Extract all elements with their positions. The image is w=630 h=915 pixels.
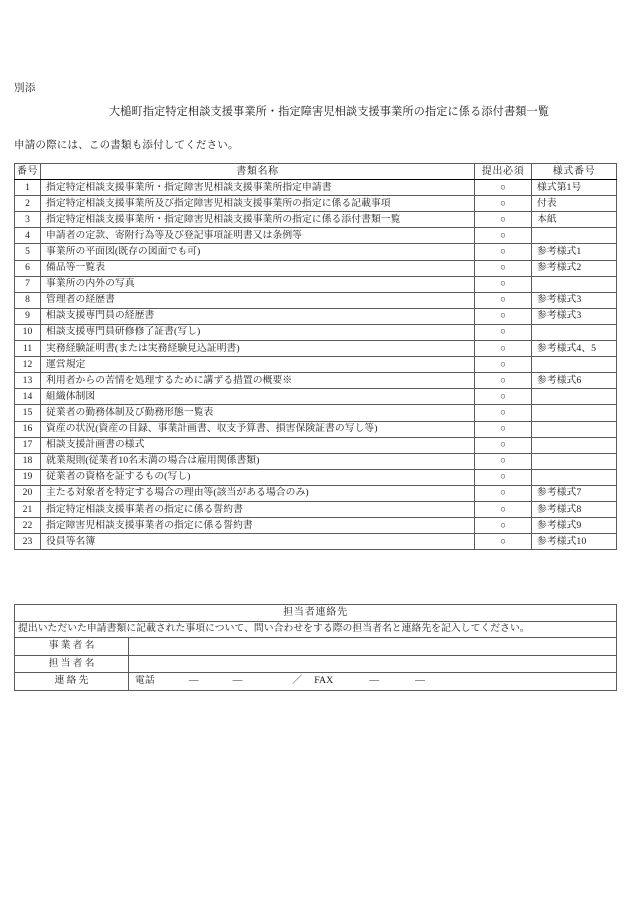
cell-no: 10: [15, 324, 41, 340]
separator-slash: ／: [292, 675, 303, 687]
table-row: [15, 308, 617, 324]
cell-required-mark: ○: [475, 212, 532, 228]
table-row: [15, 453, 617, 469]
documents-table: [14, 163, 617, 550]
contact-field-label: 事業者名: [15, 638, 129, 656]
cell-document-name: 従業者の勤務体制及び勤務形態一覧表: [41, 405, 475, 421]
table-row: [15, 357, 617, 373]
documents-table-body: [15, 180, 617, 550]
cell-document-name: 実務経験証明書(または実務経験見込証明書): [41, 341, 475, 357]
cell-document-name: 利用者からの苦情を処理するために講ずる措置の概要※: [41, 373, 475, 389]
table-row: [15, 501, 617, 517]
table-row: [15, 180, 617, 196]
table-row: [15, 518, 617, 534]
cell-no: 15: [15, 405, 41, 421]
contact-table-body: [15, 605, 617, 691]
table-row: [15, 421, 617, 437]
cell-required-mark: ○: [475, 276, 532, 292]
contact-field-label: 連絡先: [15, 673, 129, 691]
table-row: [15, 437, 617, 453]
cell-required-mark: ○: [475, 341, 532, 357]
contact-row: [15, 638, 617, 656]
contact-field-label: 担当者名: [15, 655, 129, 673]
cell-form-number: 参考様式9: [532, 518, 617, 534]
cell-form-number: 参考様式4、5: [532, 341, 617, 357]
column-header-form-no: 様式番号: [532, 164, 617, 180]
cell-form-number: 参考様式7: [532, 485, 617, 501]
table-row: [15, 276, 617, 292]
cell-no: 4: [15, 228, 41, 244]
cell-required-mark: ○: [475, 180, 532, 196]
column-header-required: 提出必須: [475, 164, 532, 180]
cell-no: 1: [15, 180, 41, 196]
contact-note: 提出いただいた申請書類に記載された事項について、問い合わせをする際の担当者名と連絡先を記入してください。: [15, 621, 617, 638]
table-row: [15, 244, 617, 260]
cell-document-name: 従業者の資格を証するもの(写し): [41, 469, 475, 485]
cell-no: 22: [15, 518, 41, 534]
cell-required-mark: ○: [475, 196, 532, 212]
cell-no: 21: [15, 501, 41, 517]
cell-document-name: 事業所の内外の写真: [41, 276, 475, 292]
cell-document-name: 事業所の平面図(既存の図面でも可): [41, 244, 475, 260]
cell-required-mark: ○: [475, 389, 532, 405]
table-row: [15, 341, 617, 357]
cell-required-mark: ○: [475, 292, 532, 308]
cell-required-mark: ○: [475, 244, 532, 260]
cell-no: 2: [15, 196, 41, 212]
cell-required-mark: ○: [475, 324, 532, 340]
cell-form-number: 付表: [532, 196, 617, 212]
contact-field-input[interactable]: [129, 638, 617, 656]
table-row: [15, 469, 617, 485]
documents-table-wrapper: [14, 163, 616, 550]
cell-no: 13: [15, 373, 41, 389]
cell-required-mark: ○: [475, 437, 532, 453]
cell-document-name: 相談支援専門員研修修了証書(写し): [41, 324, 475, 340]
cell-document-name: 指定特定相談支援事業所・指定障害児相談支援事業所の指定に係る添付書類一覧: [41, 212, 475, 228]
cell-required-mark: ○: [475, 260, 532, 276]
fax-dash-2: —: [415, 675, 426, 687]
cell-required-mark: ○: [475, 469, 532, 485]
cell-document-name: 指定特定相談支援事業所・指定障害児相談支援事業所指定申請書: [41, 180, 475, 196]
table-row: [15, 389, 617, 405]
tel-label: 電話: [135, 675, 155, 687]
instruction-text: 申請の際には、この書類も添付してください。: [14, 140, 239, 151]
cell-no: 16: [15, 421, 41, 437]
fax-label: FAX: [314, 675, 334, 687]
phone-dash-2: —: [232, 675, 243, 687]
cell-document-name: 資産の状況(資産の目録、事業計画書、収支予算書、損害保険証書の写し等): [41, 421, 475, 437]
cell-required-mark: ○: [475, 453, 532, 469]
contact-table-wrapper: [14, 604, 616, 691]
cell-form-number: [532, 324, 617, 340]
phone-fax-line: [135, 675, 616, 687]
contact-row: [15, 655, 617, 673]
cell-document-name: 就業規則(従業者10名未満の場合は雇用関係書類): [41, 453, 475, 469]
table-row: [15, 373, 617, 389]
cell-document-name: 相談支援専門員の経歴書: [41, 308, 475, 324]
cell-document-name: 主たる対象者を特定する場合の理由等(該当がある場合のみ): [41, 485, 475, 501]
cell-form-number: 参考様式10: [532, 534, 617, 550]
cell-form-number: 参考様式8: [532, 501, 617, 517]
cell-form-number: 様式第1号: [532, 180, 617, 196]
fax-dash-1: —: [369, 675, 380, 687]
cell-document-name: 役員等名簿: [41, 534, 475, 550]
cell-form-number: [532, 437, 617, 453]
cell-required-mark: ○: [475, 534, 532, 550]
table-row: [15, 196, 617, 212]
cell-document-name: 相談支援計画書の様式: [41, 437, 475, 453]
cell-no: 23: [15, 534, 41, 550]
cell-form-number: 参考様式2: [532, 260, 617, 276]
cell-required-mark: ○: [475, 228, 532, 244]
cell-no: 17: [15, 437, 41, 453]
cell-form-number: 参考様式6: [532, 373, 617, 389]
cell-required-mark: ○: [475, 308, 532, 324]
contact-heading-row: [15, 605, 617, 622]
cell-required-mark: ○: [475, 357, 532, 373]
cell-no: 3: [15, 212, 41, 228]
cell-document-name: 指定特定相談支援事業所及び指定障害児相談支援事業所の指定に係る記載事項: [41, 196, 475, 212]
table-row: [15, 212, 617, 228]
cell-no: 11: [15, 341, 41, 357]
cell-document-name: 指定障害児相談支援事業者の指定に係る誓約書: [41, 518, 475, 534]
cell-form-number: [532, 357, 617, 373]
cell-required-mark: ○: [475, 405, 532, 421]
table-row: [15, 324, 617, 340]
cell-document-name: 備品等一覧表: [41, 260, 475, 276]
cell-form-number: 参考様式3: [532, 308, 617, 324]
table-row: [15, 485, 617, 501]
contact-field-input[interactable]: [129, 655, 617, 673]
cell-form-number: 参考様式3: [532, 292, 617, 308]
cell-no: 14: [15, 389, 41, 405]
cell-required-mark: ○: [475, 485, 532, 501]
cell-no: 20: [15, 485, 41, 501]
table-row: [15, 292, 617, 308]
cell-no: 7: [15, 276, 41, 292]
cell-form-number: [532, 228, 617, 244]
contact-phone-fax-input[interactable]: [129, 673, 617, 691]
cell-form-number: 本紙: [532, 212, 617, 228]
phone-dash-1: —: [188, 675, 199, 687]
contact-note-row: [15, 621, 617, 638]
cell-form-number: 参考様式1: [532, 244, 617, 260]
table-header-row: [15, 164, 617, 180]
cell-no: 6: [15, 260, 41, 276]
cell-required-mark: ○: [475, 501, 532, 517]
cell-no: 18: [15, 453, 41, 469]
table-row: [15, 260, 617, 276]
cell-form-number: [532, 421, 617, 437]
cell-document-name: 管理者の経歴書: [41, 292, 475, 308]
cell-form-number: [532, 453, 617, 469]
cell-form-number: [532, 276, 617, 292]
attachment-label: 別添: [14, 83, 36, 94]
cell-form-number: [532, 469, 617, 485]
table-row: [15, 534, 617, 550]
cell-form-number: [532, 405, 617, 421]
column-header-name: 書類名称: [41, 164, 475, 180]
cell-no: 8: [15, 292, 41, 308]
cell-no: 9: [15, 308, 41, 324]
cell-document-name: 指定特定相談支援事業者の指定に係る誓約書: [41, 501, 475, 517]
cell-no: 12: [15, 357, 41, 373]
column-header-no: 番号: [15, 164, 41, 180]
cell-no: 19: [15, 469, 41, 485]
contact-table: [14, 604, 617, 691]
table-row: [15, 405, 617, 421]
cell-required-mark: ○: [475, 373, 532, 389]
cell-document-name: 申請者の定款、寄附行為等及び登記事項証明書又は条例等: [41, 228, 475, 244]
page-title: 大槌町指定特定相談支援事業所・指定障害児相談支援事業所の指定に係る添付書類一覧: [108, 106, 550, 118]
cell-required-mark: ○: [475, 421, 532, 437]
cell-document-name: 運営規定: [41, 357, 475, 373]
cell-required-mark: ○: [475, 518, 532, 534]
cell-document-name: 組織体制図: [41, 389, 475, 405]
contact-row-phone-fax: [15, 673, 617, 691]
table-row: [15, 228, 617, 244]
cell-form-number: [532, 389, 617, 405]
contact-heading: 担当者連絡先: [15, 605, 617, 622]
cell-no: 5: [15, 244, 41, 260]
